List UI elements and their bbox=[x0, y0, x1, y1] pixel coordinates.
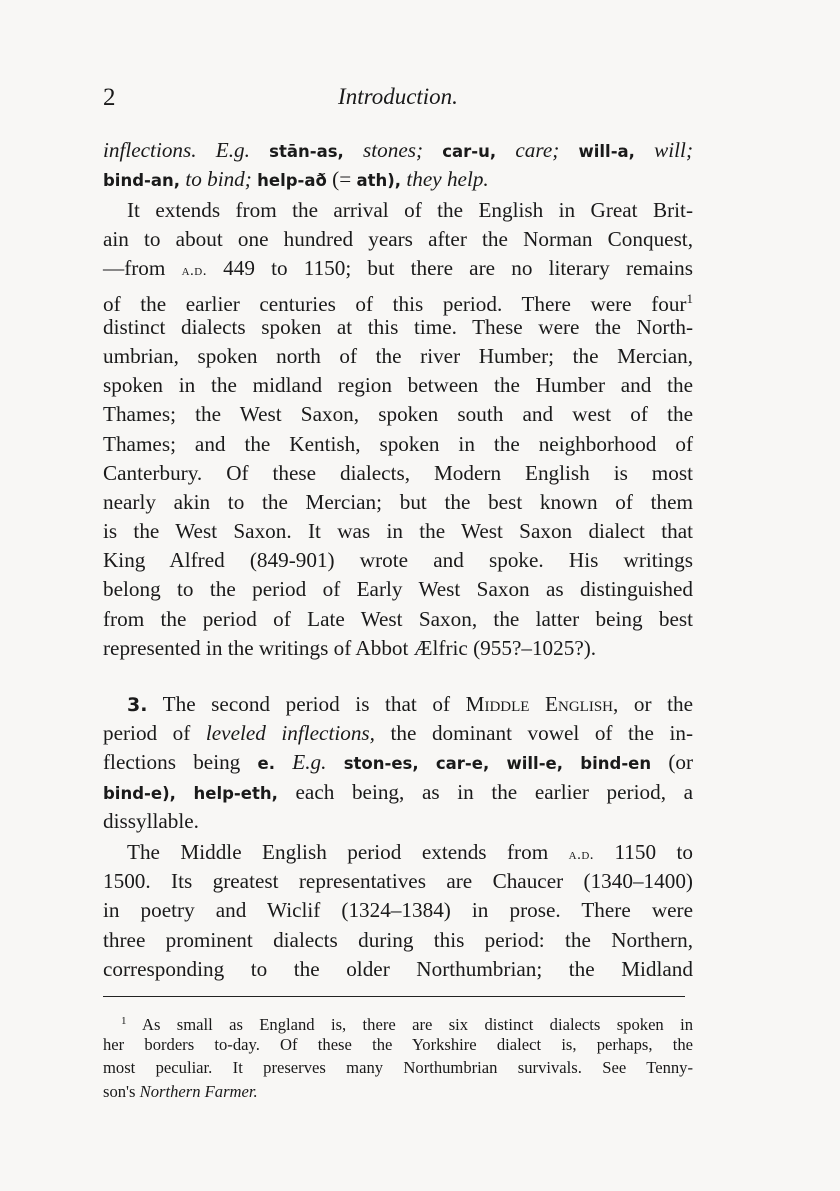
text-line: inflections. E.g. stān-as, stones; car-u, care; will-a, will; bbox=[103, 138, 694, 162]
text-line: spoken in the midland region between the Humber and the bbox=[103, 373, 693, 398]
text-line: belong to the period of Early West Saxon as distinguished bbox=[103, 577, 693, 602]
section-number: 3. bbox=[127, 694, 148, 716]
text-line: nearly akin to the Mercian; but the best known of them bbox=[103, 489, 693, 514]
footnote-marker: 1 bbox=[686, 290, 693, 306]
paragraph-old-english-period bbox=[103, 196, 693, 663]
footnote-line: her borders to-day. Of these the Yorkshire dialect is, perhaps, the bbox=[103, 1035, 693, 1055]
text-line: Thames; and the Kentish, spoken in the neighborhood of bbox=[103, 431, 693, 456]
text-line: in poetry and Wiclif (1324–1384) in prose. There were bbox=[103, 898, 693, 923]
text-line: distinct dialects spoken at this time. These were the North- bbox=[103, 314, 693, 339]
text-line: King Alfred (849-901) wrote and spoke. His writings bbox=[103, 548, 693, 573]
text-line: represented in the writings of Abbot Ælfric (955?–1025?). bbox=[103, 635, 597, 660]
footnote-line: $^1$ As small as England is, there are six distinct dialects spoken in bbox=[121, 1015, 694, 1034]
text-line: bind-e), help-eth, each being, as in the earlier period, a bbox=[103, 779, 694, 804]
text-line: from the period of Late West Saxon, the latter being best bbox=[103, 606, 693, 631]
text-line: bind-an, to bind; help-að (= ath), they help. bbox=[103, 167, 489, 192]
text-line: period of leveled inflections, the dominant vowel of the in- bbox=[103, 721, 693, 746]
text-line: Canterbury. Of these dialects, Modern English is most bbox=[103, 460, 693, 485]
text-line: 3. The second period is that of Middle English, or the bbox=[127, 692, 694, 716]
text-line: —from a.d. 449 to 1150; but there are no literary remains bbox=[103, 256, 694, 281]
text-line: Thames; the West Saxon, spoken south and west of the bbox=[103, 402, 693, 427]
paragraph-continuation bbox=[103, 136, 693, 194]
page-header bbox=[103, 84, 693, 114]
text-line: ain to about one hundred years after the Norman Conquest, bbox=[103, 227, 693, 252]
text-line: flections being e. E.g. ston-es, car-e, will-e, bind-en (or bbox=[103, 750, 694, 775]
footnote-mark: 1 bbox=[121, 1015, 127, 1027]
paragraph-middle-english-period bbox=[103, 838, 693, 984]
footnote-divider bbox=[103, 996, 685, 997]
footnote-line: most peculiar. It preserves many Northumbrian survivals. See Tenny- bbox=[103, 1058, 693, 1078]
text-line: corresponding to the older Northumbrian; the Midland bbox=[103, 956, 693, 981]
text-line: It extends from the arrival of the English in Great Brit- bbox=[127, 198, 693, 222]
text-line: dissyllable. bbox=[103, 808, 199, 833]
text-line: is the West Saxon. It was in the West Saxon dialect that bbox=[103, 519, 693, 544]
text-line: umbrian, spoken north of the river Humber; the Mercian, bbox=[103, 343, 693, 368]
text-line: 1500. Its greatest representatives are Chaucer (1340–1400) bbox=[103, 869, 693, 894]
running-title: Introduction. bbox=[338, 84, 458, 109]
text-line: three prominent dialects during this period: the Northern, bbox=[103, 927, 693, 952]
footnote bbox=[103, 1010, 693, 1103]
text-line: The Middle English period extends from a.d. 1150 to bbox=[127, 840, 694, 864]
page-number: 2 bbox=[103, 84, 116, 111]
text-line: of the earlier centuries of this period. There were four$^1$ bbox=[103, 290, 693, 316]
section-3-paragraph bbox=[103, 690, 693, 836]
footnote-line: son's Northern Farmer. bbox=[103, 1081, 258, 1101]
